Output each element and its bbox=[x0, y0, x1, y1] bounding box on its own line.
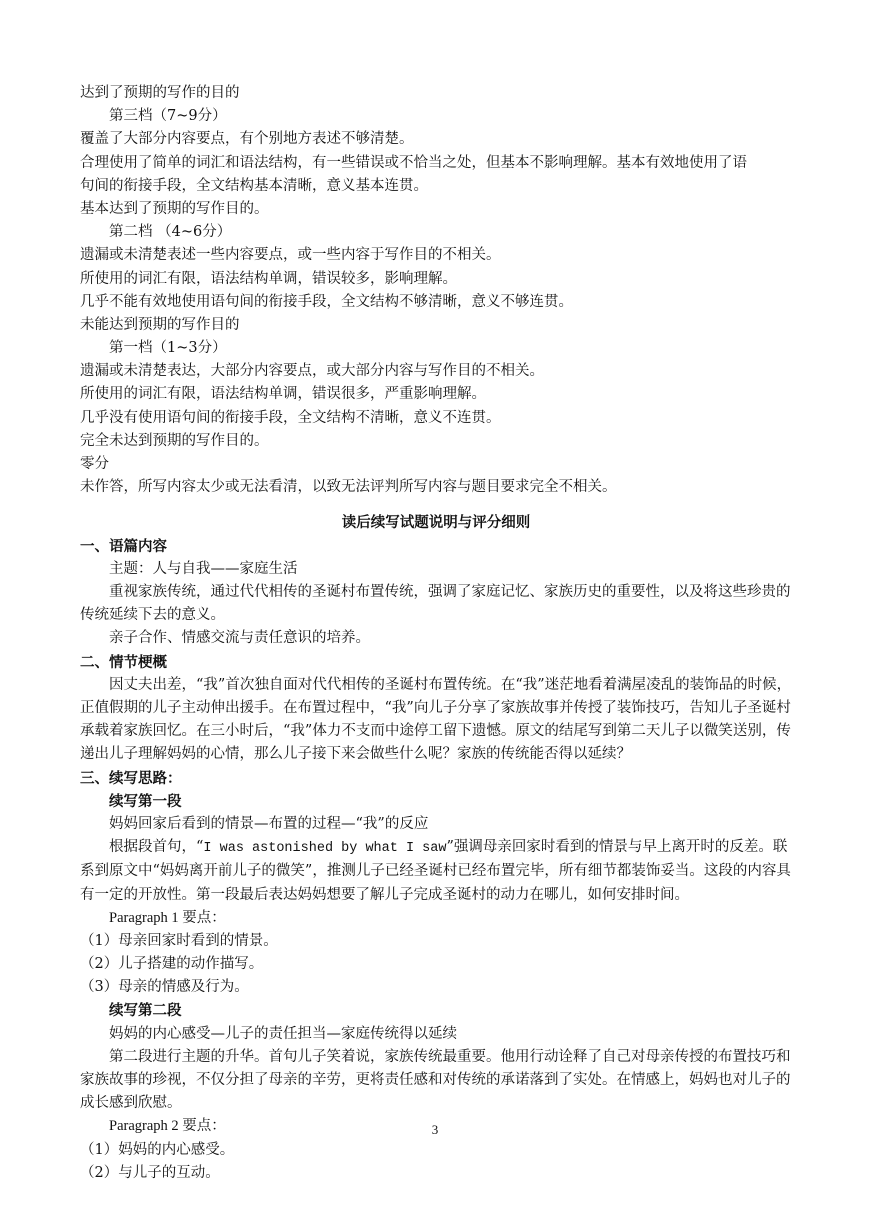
subsection-heading: 续写第二段 bbox=[109, 1002, 182, 1020]
document-page bbox=[80, 82, 792, 1185]
paragraph: 因丈夫出差，“我”首次独自面对代代相传的圣诞村布置传统。在“我”迷茫地看着满屋凌乱的装饰品的时候，正值假期的儿子主动伸出援手。在布置过程中，“我”向儿子分享了家族故事并传授了装饰技巧，告知儿子圣诞村承载着家族回忆。在三小时后，“我”体力不支而中途停工留下遗憾。原文的结尾写到第二天儿子以微笑送别，传递出儿子理解妈妈的心情，那么儿子接下来会做些什么呢？家族的传统能否得以延续？ bbox=[80, 676, 792, 763]
outline-line: 妈妈回家后看到的情景—布置的过程—“我”的反应 bbox=[109, 815, 429, 832]
paragraph-text: ”强调母亲回家时看到的情景与早上离开时的反差。联系到原文中“妈妈离开前儿子的微笑”，推测儿子已经圣诞村已经布置完毕，所有细节都装饰妥当。这段的内容具有一定的开放性。第一段最后表达妈妈想要了解儿子完成圣诞村的动力在哪儿，如何安排时间。 bbox=[80, 839, 791, 903]
paragraph: 重视家族传统，通过代代相传的圣诞村布置传统，强调了家庭记忆、家族历史的重要性，以及将这些珍贵的传统延续下去的意义。 bbox=[80, 583, 791, 624]
section-heading: 三、续写思路： bbox=[80, 769, 182, 787]
text-line: 完全未达到预期的写作目的。 bbox=[80, 432, 269, 449]
text-line: 几乎没有使用语句间的衔接手段，全文结构不清晰，意义不连贯。 bbox=[80, 409, 501, 426]
text-line: 遗漏或未清楚表达，大部分内容要点，或大部分内容与写作目的不相关。 bbox=[80, 363, 544, 380]
tier3-heading: 第三档（7~9分） bbox=[109, 108, 227, 125]
paragraph-text: 根据段首句，“ bbox=[109, 839, 204, 856]
paragraph bbox=[80, 836, 792, 907]
text-line: 句间的衔接手段，全文结构基本清晰，意义基本连贯。 bbox=[80, 177, 428, 194]
quoted-sentence: I was astonished by what I saw bbox=[203, 841, 447, 857]
text-line: 合理使用了简单的词汇和语法结构，有一些错误或不恰当之处，但基本不影响理解。基本有效地使用了语 bbox=[80, 154, 747, 171]
paragraph: 第二段进行主题的升华。首句儿子笑着说，家族传统最重要。他用行动诠释了自己对母亲传授的布置技巧和家族故事的珍视，不仅分担了母亲的辛劳，更将责任感和对传统的承诺落到了实处。在情感上，妈妈也对儿子的成长感到欣慰。 bbox=[80, 1048, 791, 1112]
list-item: （2）与儿子的互动。 bbox=[80, 1164, 220, 1181]
section-title: 读后续写试题说明与评分细则 bbox=[341, 514, 531, 532]
list-item: （2）儿子搭建的动作描写。 bbox=[80, 956, 264, 973]
points-label: Paragraph 1 要点： bbox=[109, 909, 226, 926]
subsection-heading: 续写第一段 bbox=[109, 792, 182, 810]
page-number: 3 bbox=[431, 1122, 439, 1137]
text-line: 未能达到预期的写作目的 bbox=[80, 316, 240, 333]
points-label: Paragraph 2 要点： bbox=[109, 1118, 226, 1135]
list-item: （3）母亲的情感及行为。 bbox=[80, 979, 249, 996]
section-heading: 一、语篇内容 bbox=[80, 537, 167, 555]
text-line: 所使用的词汇有限，语法结构单调，错误很多，严重影响理解。 bbox=[80, 386, 486, 403]
theme-line: 主题：人与自我——家庭生活 bbox=[109, 560, 298, 577]
text-line: 所使用的词汇有限，语法结构单调，错误较多，影响理解。 bbox=[80, 270, 457, 287]
section-heading: 二、情节梗概 bbox=[80, 653, 167, 671]
text-line: 遗漏或未清楚表述一些内容要点，或一些内容于写作目的不相关。 bbox=[80, 247, 501, 264]
text-line: 基本达到了预期的写作目的。 bbox=[80, 200, 269, 217]
zero-heading: 零分 bbox=[80, 456, 109, 472]
tier2-heading: 第二档 （4~6分） bbox=[109, 224, 232, 241]
list-item: （1）母亲回家时看到的情景。 bbox=[80, 932, 278, 949]
text-line: 达到了预期的写作的目的 bbox=[80, 85, 240, 101]
list-item: （1）妈妈的内心感受。 bbox=[80, 1141, 235, 1158]
outline-line: 妈妈的内心感受—儿子的责任担当—家庭传统得以延续 bbox=[109, 1025, 457, 1042]
tier1-heading: 第一档（1~3分） bbox=[109, 340, 227, 357]
text-line: 未作答，所写内容太少或无法看清，以致无法评判所写内容与题目要求完全不相关。 bbox=[80, 479, 617, 496]
text-line: 几乎不能有效地使用语句间的衔接手段，全文结构不够清晰，意义不够连贯。 bbox=[80, 293, 573, 310]
paragraph: 亲子合作、情感交流与责任意识的培养。 bbox=[109, 630, 370, 647]
text-line: 覆盖了大部分内容要点，有个别地方表述不够清楚。 bbox=[80, 131, 414, 148]
